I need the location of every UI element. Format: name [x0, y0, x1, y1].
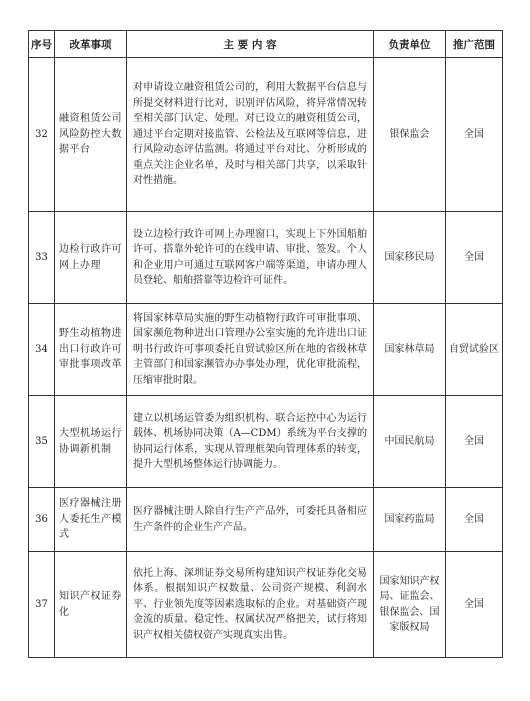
reform-item: 融资租赁公司风险防控大数据平台 [55, 58, 127, 212]
reform-item: 野生动植物进出口行政许可审批事项改革 [55, 304, 127, 396]
row-number: 36 [29, 488, 55, 552]
reform-item: 大型机场运行协调新机制 [55, 396, 127, 488]
header-main-content: 主 要 内 容 [127, 31, 374, 58]
row-number: 37 [29, 552, 55, 658]
row-number: 34 [29, 304, 55, 396]
row-number: 35 [29, 396, 55, 488]
responsible-unit: 国家移民局 [374, 212, 446, 304]
reform-item: 知识产权证券化 [55, 552, 127, 658]
reform-item: 医疗器械注册人委托生产模式 [55, 488, 127, 552]
header-number: 序号 [29, 31, 55, 58]
responsible-unit: 银保监会 [374, 58, 446, 212]
promotion-scope: 自贸试验区 [446, 304, 503, 396]
promotion-scope: 全国 [446, 396, 503, 488]
header-responsible-unit: 负责单位 [374, 31, 446, 58]
header-reform-item: 改革事项 [55, 31, 127, 58]
main-content: 将国家林草局实施的野生动植物行政许可审批事项、国家濒危物种进出口管理办公室实施的允许进出口证明书行政许可事项委托自贸试验区所在地的省级林草主管部门和国家濒管办办事处办理，优化审批流程，压缩审批时限。 [127, 304, 374, 396]
main-content: 建立以机场运管委为组织机构、联合运控中心为运行载体、机场协同决策（A—CDM）系统为平台支撑的协同运行体系，实现从管理框架向管理体系的转变，提升大型机场整体运行协调能力。 [127, 396, 374, 488]
main-content: 依托上海、深圳证券交易所构建知识产权证券化交易体系。根据知识产权数量、公司资产规模、利润水平、行业领先度等因素选取标的企业。对基础资产现金流的质量、稳定性、权属状况严格把关，试行将知识产权相关债权资产实现真实出售。 [127, 552, 374, 658]
table-row [29, 488, 503, 552]
responsible-unit: 中国民航局 [374, 396, 446, 488]
main-content: 对申请设立融资租赁公司的，利用大数据平台信息与所提交材料进行比对，识别评估风险，将异常情况转至相关部门认定、处理。对已设立的融资租赁公司，通过平台定期对接监管、公检法及互联网等信息，进行风险动态评估监测。将通过平台对比、分析形成的重点关注企业名单，及时与相关部门共享，以采取针对性措施。 [127, 58, 374, 212]
promotion-scope: 全国 [446, 552, 503, 658]
document-page [28, 30, 502, 658]
responsible-unit: 国家林草局 [374, 304, 446, 396]
promotion-scope: 全国 [446, 212, 503, 304]
responsible-unit: 国家知识产权局、证监会、银保监会、国家版权局 [374, 552, 446, 658]
reform-items-table [28, 30, 503, 658]
table-row [29, 58, 503, 212]
header-scope: 推广范围 [446, 31, 503, 58]
table-row [29, 304, 503, 396]
main-content: 医疗器械注册人除自行生产产品外，可委托具备相应生产条件的企业生产产品。 [127, 488, 374, 552]
table-row [29, 396, 503, 488]
row-number: 33 [29, 212, 55, 304]
responsible-unit: 国家药监局 [374, 488, 446, 552]
table-row [29, 212, 503, 304]
row-number: 32 [29, 58, 55, 212]
main-content: 设立边检行政许可网上办理窗口，实现上下外国船舶许可、搭靠外轮许可的在线申请、审批、签发。个人和企业用户可通过互联网客户端等渠道，申请办理人员登轮、船舶搭靠等边检许可证件。 [127, 212, 374, 304]
table-header-row [29, 31, 503, 58]
reform-item: 边检行政许可网上办理 [55, 212, 127, 304]
promotion-scope: 全国 [446, 488, 503, 552]
promotion-scope: 全国 [446, 58, 503, 212]
table-row [29, 552, 503, 658]
